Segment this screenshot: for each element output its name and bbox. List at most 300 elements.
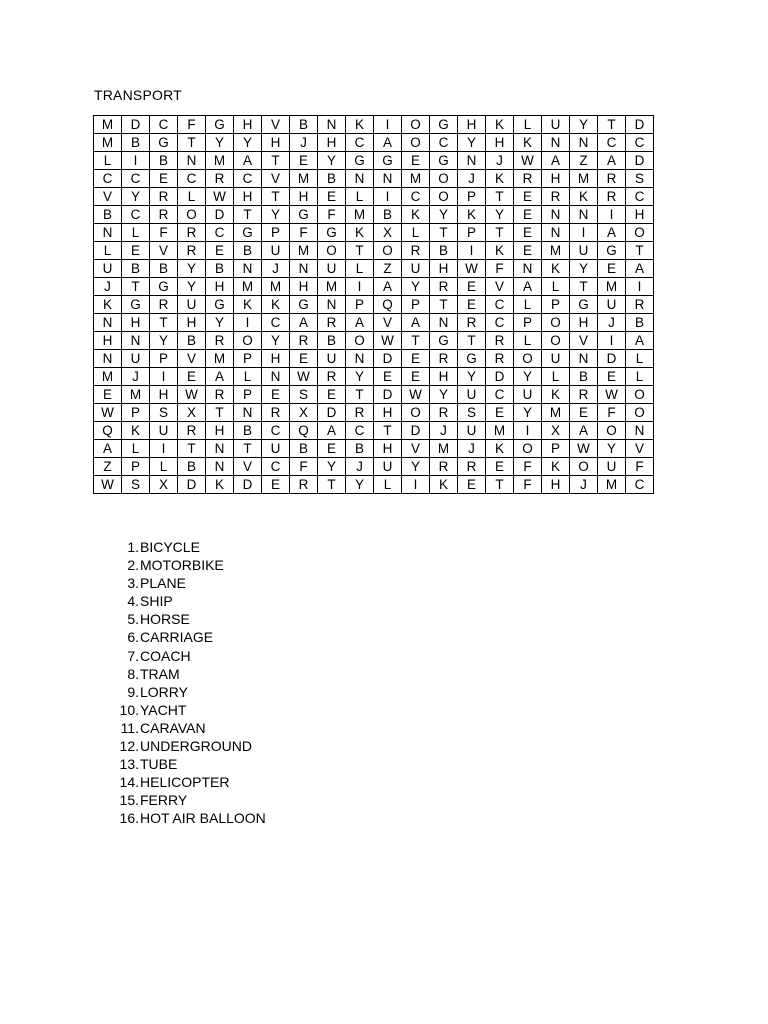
grid-cell[interactable]: G xyxy=(374,152,402,170)
grid-cell[interactable]: X xyxy=(374,224,402,242)
grid-cell[interactable]: D xyxy=(626,152,654,170)
grid-cell[interactable]: I xyxy=(374,116,402,134)
grid-cell[interactable]: M xyxy=(598,476,626,494)
grid-cell[interactable]: N xyxy=(542,224,570,242)
grid-cell[interactable]: R xyxy=(178,242,206,260)
grid-cell[interactable]: I xyxy=(150,440,178,458)
grid-cell[interactable]: Y xyxy=(178,278,206,296)
grid-cell[interactable]: G xyxy=(290,296,318,314)
grid-cell[interactable]: A xyxy=(626,332,654,350)
grid-cell[interactable]: R xyxy=(346,404,374,422)
grid-cell[interactable]: A xyxy=(374,134,402,152)
grid-cell[interactable]: Y xyxy=(346,476,374,494)
grid-cell[interactable]: L xyxy=(94,152,122,170)
grid-cell[interactable]: R xyxy=(318,368,346,386)
grid-cell[interactable]: V xyxy=(234,458,262,476)
grid-cell[interactable]: T xyxy=(234,440,262,458)
grid-cell[interactable]: T xyxy=(430,224,458,242)
grid-cell[interactable]: N xyxy=(122,332,150,350)
grid-cell[interactable]: Y xyxy=(206,314,234,332)
grid-cell[interactable]: J xyxy=(122,368,150,386)
grid-cell[interactable]: I xyxy=(570,224,598,242)
grid-cell[interactable]: U xyxy=(458,422,486,440)
grid-cell[interactable]: P xyxy=(234,386,262,404)
grid-cell[interactable]: Y xyxy=(458,134,486,152)
grid-cell[interactable]: U xyxy=(570,242,598,260)
grid-cell[interactable]: N xyxy=(570,134,598,152)
grid-cell[interactable]: N xyxy=(94,224,122,242)
grid-cell[interactable]: W xyxy=(206,188,234,206)
grid-cell[interactable]: B xyxy=(150,260,178,278)
grid-cell[interactable]: Z xyxy=(570,152,598,170)
grid-cell[interactable]: T xyxy=(486,224,514,242)
grid-cell[interactable]: F xyxy=(290,224,318,242)
grid-cell[interactable]: M xyxy=(402,170,430,188)
grid-cell[interactable]: R xyxy=(262,404,290,422)
grid-cell[interactable]: K xyxy=(458,206,486,224)
grid-cell[interactable]: A xyxy=(234,152,262,170)
grid-cell[interactable]: T xyxy=(486,476,514,494)
grid-cell[interactable]: K xyxy=(234,296,262,314)
grid-cell[interactable]: D xyxy=(374,350,402,368)
grid-cell[interactable]: E xyxy=(290,152,318,170)
grid-cell[interactable]: H xyxy=(626,206,654,224)
grid-cell[interactable]: R xyxy=(318,314,346,332)
grid-cell[interactable]: N xyxy=(458,152,486,170)
grid-cell[interactable]: N xyxy=(542,134,570,152)
grid-cell[interactable]: Q xyxy=(290,422,318,440)
grid-cell[interactable]: H xyxy=(542,170,570,188)
grid-cell[interactable]: F xyxy=(150,224,178,242)
grid-cell[interactable]: P xyxy=(346,296,374,314)
grid-cell[interactable]: L xyxy=(178,188,206,206)
grid-cell[interactable]: M xyxy=(94,368,122,386)
grid-cell[interactable]: G xyxy=(430,332,458,350)
grid-cell[interactable]: C xyxy=(486,386,514,404)
grid-cell[interactable]: T xyxy=(150,314,178,332)
grid-cell[interactable]: U xyxy=(318,260,346,278)
grid-cell[interactable]: E xyxy=(318,386,346,404)
grid-cell[interactable]: J xyxy=(486,152,514,170)
grid-cell[interactable]: N xyxy=(346,350,374,368)
grid-cell[interactable]: O xyxy=(514,350,542,368)
grid-cell[interactable]: T xyxy=(346,242,374,260)
grid-cell[interactable]: J xyxy=(290,134,318,152)
grid-cell[interactable]: O xyxy=(346,332,374,350)
grid-cell[interactable]: A xyxy=(542,152,570,170)
grid-cell[interactable]: S xyxy=(290,386,318,404)
grid-cell[interactable]: Y xyxy=(318,458,346,476)
grid-cell[interactable]: G xyxy=(430,116,458,134)
grid-cell[interactable]: M xyxy=(542,404,570,422)
grid-cell[interactable]: E xyxy=(318,440,346,458)
grid-cell[interactable]: I xyxy=(626,278,654,296)
grid-cell[interactable]: Y xyxy=(234,134,262,152)
grid-cell[interactable]: C xyxy=(262,314,290,332)
grid-cell[interactable]: R xyxy=(150,188,178,206)
grid-cell[interactable]: O xyxy=(626,224,654,242)
grid-cell[interactable]: F xyxy=(486,260,514,278)
grid-cell[interactable]: R xyxy=(178,224,206,242)
grid-cell[interactable]: U xyxy=(318,350,346,368)
grid-cell[interactable]: B xyxy=(94,206,122,224)
grid-cell[interactable]: M xyxy=(234,278,262,296)
grid-cell[interactable]: H xyxy=(150,386,178,404)
grid-cell[interactable]: K xyxy=(542,386,570,404)
grid-cell[interactable]: Z xyxy=(94,458,122,476)
grid-cell[interactable]: R xyxy=(290,332,318,350)
grid-cell[interactable]: Y xyxy=(150,332,178,350)
grid-cell[interactable]: H xyxy=(206,422,234,440)
grid-cell[interactable]: M xyxy=(346,206,374,224)
grid-cell[interactable]: W xyxy=(374,332,402,350)
grid-cell[interactable]: K xyxy=(486,170,514,188)
grid-cell[interactable]: B xyxy=(374,206,402,224)
grid-cell[interactable]: K xyxy=(514,134,542,152)
grid-cell[interactable]: V xyxy=(262,116,290,134)
grid-cell[interactable]: E xyxy=(458,278,486,296)
grid-cell[interactable]: D xyxy=(598,350,626,368)
grid-cell[interactable]: R xyxy=(486,332,514,350)
grid-cell[interactable]: N xyxy=(94,314,122,332)
grid-cell[interactable]: C xyxy=(122,170,150,188)
grid-cell[interactable]: Y xyxy=(570,116,598,134)
grid-cell[interactable]: Y xyxy=(514,404,542,422)
grid-cell[interactable]: O xyxy=(430,170,458,188)
grid-cell[interactable]: U xyxy=(178,296,206,314)
grid-cell[interactable]: T xyxy=(402,332,430,350)
grid-cell[interactable]: Z xyxy=(374,260,402,278)
grid-cell[interactable]: M xyxy=(598,278,626,296)
grid-cell[interactable]: F xyxy=(318,206,346,224)
grid-cell[interactable]: R xyxy=(626,296,654,314)
grid-cell[interactable]: R xyxy=(458,314,486,332)
grid-cell[interactable]: R xyxy=(598,170,626,188)
grid-cell[interactable]: D xyxy=(626,116,654,134)
grid-cell[interactable]: Y xyxy=(458,368,486,386)
grid-cell[interactable]: E xyxy=(514,224,542,242)
grid-cell[interactable]: V xyxy=(374,314,402,332)
grid-cell[interactable]: T xyxy=(206,404,234,422)
grid-cell[interactable]: A xyxy=(290,314,318,332)
grid-cell[interactable]: H xyxy=(430,260,458,278)
grid-cell[interactable]: T xyxy=(458,332,486,350)
grid-cell[interactable]: K xyxy=(430,476,458,494)
grid-cell[interactable]: Y xyxy=(122,188,150,206)
grid-cell[interactable]: X xyxy=(150,476,178,494)
grid-cell[interactable]: Y xyxy=(262,206,290,224)
grid-cell[interactable]: Q xyxy=(374,296,402,314)
grid-cell[interactable]: L xyxy=(514,332,542,350)
grid-cell[interactable]: L xyxy=(122,224,150,242)
grid-cell[interactable]: E xyxy=(290,350,318,368)
grid-cell[interactable]: P xyxy=(402,296,430,314)
grid-cell[interactable]: O xyxy=(402,116,430,134)
grid-cell[interactable]: R xyxy=(458,458,486,476)
grid-cell[interactable]: N xyxy=(178,152,206,170)
grid-cell[interactable]: M xyxy=(206,350,234,368)
grid-cell[interactable]: J xyxy=(598,314,626,332)
grid-cell[interactable]: K xyxy=(94,296,122,314)
grid-cell[interactable]: N xyxy=(206,440,234,458)
grid-cell[interactable]: U xyxy=(374,458,402,476)
grid-cell[interactable]: L xyxy=(514,296,542,314)
grid-cell[interactable]: C xyxy=(402,188,430,206)
grid-cell[interactable]: G xyxy=(234,224,262,242)
grid-cell[interactable]: R xyxy=(514,170,542,188)
grid-cell[interactable]: O xyxy=(598,422,626,440)
grid-cell[interactable]: U xyxy=(542,350,570,368)
grid-cell[interactable]: T xyxy=(486,188,514,206)
grid-cell[interactable]: L xyxy=(626,350,654,368)
grid-cell[interactable]: H xyxy=(290,188,318,206)
grid-cell[interactable]: L xyxy=(626,368,654,386)
grid-cell[interactable]: F xyxy=(178,116,206,134)
grid-cell[interactable]: P xyxy=(150,350,178,368)
grid-cell[interactable]: W xyxy=(290,368,318,386)
grid-cell[interactable]: E xyxy=(374,368,402,386)
grid-cell[interactable]: H xyxy=(374,440,402,458)
grid-cell[interactable]: U xyxy=(458,386,486,404)
grid-cell[interactable]: H xyxy=(206,278,234,296)
grid-cell[interactable]: B xyxy=(430,242,458,260)
grid-cell[interactable]: G xyxy=(290,206,318,224)
grid-cell[interactable]: H xyxy=(570,314,598,332)
grid-cell[interactable]: A xyxy=(598,152,626,170)
grid-cell[interactable]: B xyxy=(234,422,262,440)
grid-cell[interactable]: I xyxy=(598,332,626,350)
grid-cell[interactable]: B xyxy=(150,152,178,170)
grid-cell[interactable]: L xyxy=(346,260,374,278)
grid-cell[interactable]: K xyxy=(542,260,570,278)
grid-cell[interactable]: N xyxy=(626,422,654,440)
grid-cell[interactable]: T xyxy=(262,152,290,170)
grid-cell[interactable]: C xyxy=(626,134,654,152)
grid-cell[interactable]: K xyxy=(486,242,514,260)
grid-cell[interactable]: G xyxy=(150,278,178,296)
grid-cell[interactable]: A xyxy=(626,260,654,278)
grid-cell[interactable]: T xyxy=(430,296,458,314)
grid-cell[interactable]: K xyxy=(570,188,598,206)
grid-cell[interactable]: C xyxy=(122,206,150,224)
grid-cell[interactable]: Y xyxy=(486,206,514,224)
grid-cell[interactable]: K xyxy=(486,116,514,134)
grid-cell[interactable]: H xyxy=(234,188,262,206)
grid-cell[interactable]: O xyxy=(374,242,402,260)
grid-cell[interactable]: W xyxy=(402,386,430,404)
grid-cell[interactable]: R xyxy=(206,332,234,350)
grid-cell[interactable]: L xyxy=(374,476,402,494)
grid-cell[interactable]: P xyxy=(542,440,570,458)
grid-cell[interactable]: O xyxy=(542,332,570,350)
grid-cell[interactable]: F xyxy=(626,458,654,476)
grid-cell[interactable]: M xyxy=(94,134,122,152)
grid-cell[interactable]: K xyxy=(122,422,150,440)
grid-cell[interactable]: M xyxy=(206,152,234,170)
grid-cell[interactable]: U xyxy=(598,458,626,476)
grid-cell[interactable]: M xyxy=(262,278,290,296)
grid-cell[interactable]: T xyxy=(318,476,346,494)
grid-cell[interactable]: M xyxy=(290,170,318,188)
grid-cell[interactable]: Y xyxy=(402,278,430,296)
grid-cell[interactable]: W xyxy=(94,404,122,422)
grid-cell[interactable]: C xyxy=(486,296,514,314)
grid-cell[interactable]: H xyxy=(262,134,290,152)
grid-cell[interactable]: K xyxy=(486,440,514,458)
grid-cell[interactable]: Y xyxy=(402,458,430,476)
grid-cell[interactable]: F xyxy=(514,458,542,476)
grid-cell[interactable]: M xyxy=(318,278,346,296)
grid-cell[interactable]: V xyxy=(570,332,598,350)
grid-cell[interactable]: O xyxy=(514,440,542,458)
grid-cell[interactable]: G xyxy=(430,152,458,170)
grid-cell[interactable]: B xyxy=(626,314,654,332)
grid-cell[interactable]: T xyxy=(178,134,206,152)
grid-cell[interactable]: E xyxy=(514,206,542,224)
grid-cell[interactable]: C xyxy=(430,134,458,152)
grid-cell[interactable]: A xyxy=(94,440,122,458)
grid-cell[interactable]: H xyxy=(374,404,402,422)
grid-cell[interactable]: P xyxy=(122,458,150,476)
grid-cell[interactable]: E xyxy=(570,404,598,422)
grid-cell[interactable]: Y xyxy=(430,206,458,224)
grid-cell[interactable]: L xyxy=(514,116,542,134)
grid-cell[interactable]: O xyxy=(570,458,598,476)
grid-cell[interactable]: S xyxy=(626,170,654,188)
grid-cell[interactable]: G xyxy=(458,350,486,368)
grid-cell[interactable]: P xyxy=(234,350,262,368)
grid-cell[interactable]: B xyxy=(178,458,206,476)
grid-cell[interactable]: V xyxy=(626,440,654,458)
grid-cell[interactable]: H xyxy=(318,134,346,152)
grid-cell[interactable]: K xyxy=(402,206,430,224)
grid-cell[interactable]: C xyxy=(598,134,626,152)
grid-cell[interactable]: J xyxy=(94,278,122,296)
grid-cell[interactable]: I xyxy=(458,242,486,260)
grid-cell[interactable]: Q xyxy=(94,422,122,440)
grid-cell[interactable]: L xyxy=(150,458,178,476)
grid-cell[interactable]: E xyxy=(514,242,542,260)
grid-cell[interactable]: N xyxy=(570,206,598,224)
grid-cell[interactable]: Y xyxy=(430,386,458,404)
grid-cell[interactable]: U xyxy=(542,116,570,134)
grid-cell[interactable]: L xyxy=(346,188,374,206)
grid-cell[interactable]: L xyxy=(542,278,570,296)
grid-cell[interactable]: B xyxy=(234,242,262,260)
grid-cell[interactable]: R xyxy=(290,476,318,494)
grid-cell[interactable]: G xyxy=(318,224,346,242)
grid-cell[interactable]: Y xyxy=(318,152,346,170)
grid-cell[interactable]: N xyxy=(570,350,598,368)
grid-cell[interactable]: I xyxy=(514,422,542,440)
grid-cell[interactable]: O xyxy=(178,206,206,224)
grid-cell[interactable]: C xyxy=(150,116,178,134)
grid-cell[interactable]: U xyxy=(262,440,290,458)
grid-cell[interactable]: G xyxy=(206,116,234,134)
grid-cell[interactable]: H xyxy=(458,116,486,134)
grid-cell[interactable]: D xyxy=(402,422,430,440)
grid-cell[interactable]: T xyxy=(598,116,626,134)
grid-cell[interactable]: E xyxy=(402,350,430,368)
grid-cell[interactable]: C xyxy=(178,170,206,188)
grid-cell[interactable]: E xyxy=(486,404,514,422)
grid-cell[interactable]: V xyxy=(178,350,206,368)
grid-cell[interactable]: E xyxy=(178,368,206,386)
grid-cell[interactable]: N xyxy=(290,260,318,278)
grid-cell[interactable]: L xyxy=(122,440,150,458)
grid-cell[interactable]: D xyxy=(178,476,206,494)
grid-cell[interactable]: E xyxy=(122,242,150,260)
grid-cell[interactable]: I xyxy=(122,152,150,170)
grid-cell[interactable]: I xyxy=(374,188,402,206)
grid-cell[interactable]: E xyxy=(598,260,626,278)
grid-cell[interactable]: P xyxy=(262,224,290,242)
grid-cell[interactable]: R xyxy=(542,188,570,206)
grid-cell[interactable]: X xyxy=(542,422,570,440)
grid-cell[interactable]: S xyxy=(122,476,150,494)
grid-cell[interactable]: R xyxy=(570,386,598,404)
grid-cell[interactable]: A xyxy=(206,368,234,386)
grid-cell[interactable]: R xyxy=(430,278,458,296)
grid-cell[interactable]: N xyxy=(94,350,122,368)
grid-cell[interactable]: E xyxy=(514,188,542,206)
grid-cell[interactable]: E xyxy=(458,476,486,494)
grid-cell[interactable]: U xyxy=(262,242,290,260)
grid-cell[interactable]: C xyxy=(262,458,290,476)
grid-cell[interactable]: G xyxy=(570,296,598,314)
grid-cell[interactable]: M xyxy=(430,440,458,458)
grid-cell[interactable]: I xyxy=(346,278,374,296)
grid-cell[interactable]: D xyxy=(374,386,402,404)
grid-cell[interactable]: R xyxy=(402,242,430,260)
grid-cell[interactable]: V xyxy=(486,278,514,296)
grid-cell[interactable]: J xyxy=(458,170,486,188)
grid-cell[interactable]: D xyxy=(234,476,262,494)
grid-cell[interactable]: F xyxy=(514,476,542,494)
grid-cell[interactable]: T xyxy=(234,206,262,224)
grid-cell[interactable]: N xyxy=(206,458,234,476)
grid-cell[interactable]: I xyxy=(402,476,430,494)
grid-cell[interactable]: O xyxy=(430,188,458,206)
grid-cell[interactable]: U xyxy=(598,296,626,314)
grid-cell[interactable]: H xyxy=(542,476,570,494)
grid-cell[interactable]: B xyxy=(318,170,346,188)
grid-cell[interactable]: C xyxy=(234,170,262,188)
grid-cell[interactable]: T xyxy=(122,278,150,296)
grid-cell[interactable]: E xyxy=(318,188,346,206)
grid-cell[interactable]: J xyxy=(458,440,486,458)
grid-cell[interactable]: K xyxy=(346,116,374,134)
grid-cell[interactable]: N xyxy=(430,314,458,332)
grid-cell[interactable]: G xyxy=(346,152,374,170)
grid-cell[interactable]: W xyxy=(514,152,542,170)
grid-cell[interactable]: N xyxy=(542,206,570,224)
grid-cell[interactable]: B xyxy=(178,332,206,350)
grid-cell[interactable]: H xyxy=(290,278,318,296)
grid-cell[interactable]: N xyxy=(234,260,262,278)
grid-cell[interactable]: W xyxy=(178,386,206,404)
grid-cell[interactable]: G xyxy=(206,296,234,314)
grid-cell[interactable]: P xyxy=(542,296,570,314)
grid-cell[interactable]: C xyxy=(626,476,654,494)
grid-cell[interactable]: T xyxy=(570,278,598,296)
grid-cell[interactable]: T xyxy=(626,242,654,260)
grid-cell[interactable]: O xyxy=(402,134,430,152)
grid-cell[interactable]: A xyxy=(514,278,542,296)
grid-cell[interactable]: B xyxy=(122,260,150,278)
grid-cell[interactable]: R xyxy=(430,458,458,476)
grid-cell[interactable]: Y xyxy=(570,260,598,278)
